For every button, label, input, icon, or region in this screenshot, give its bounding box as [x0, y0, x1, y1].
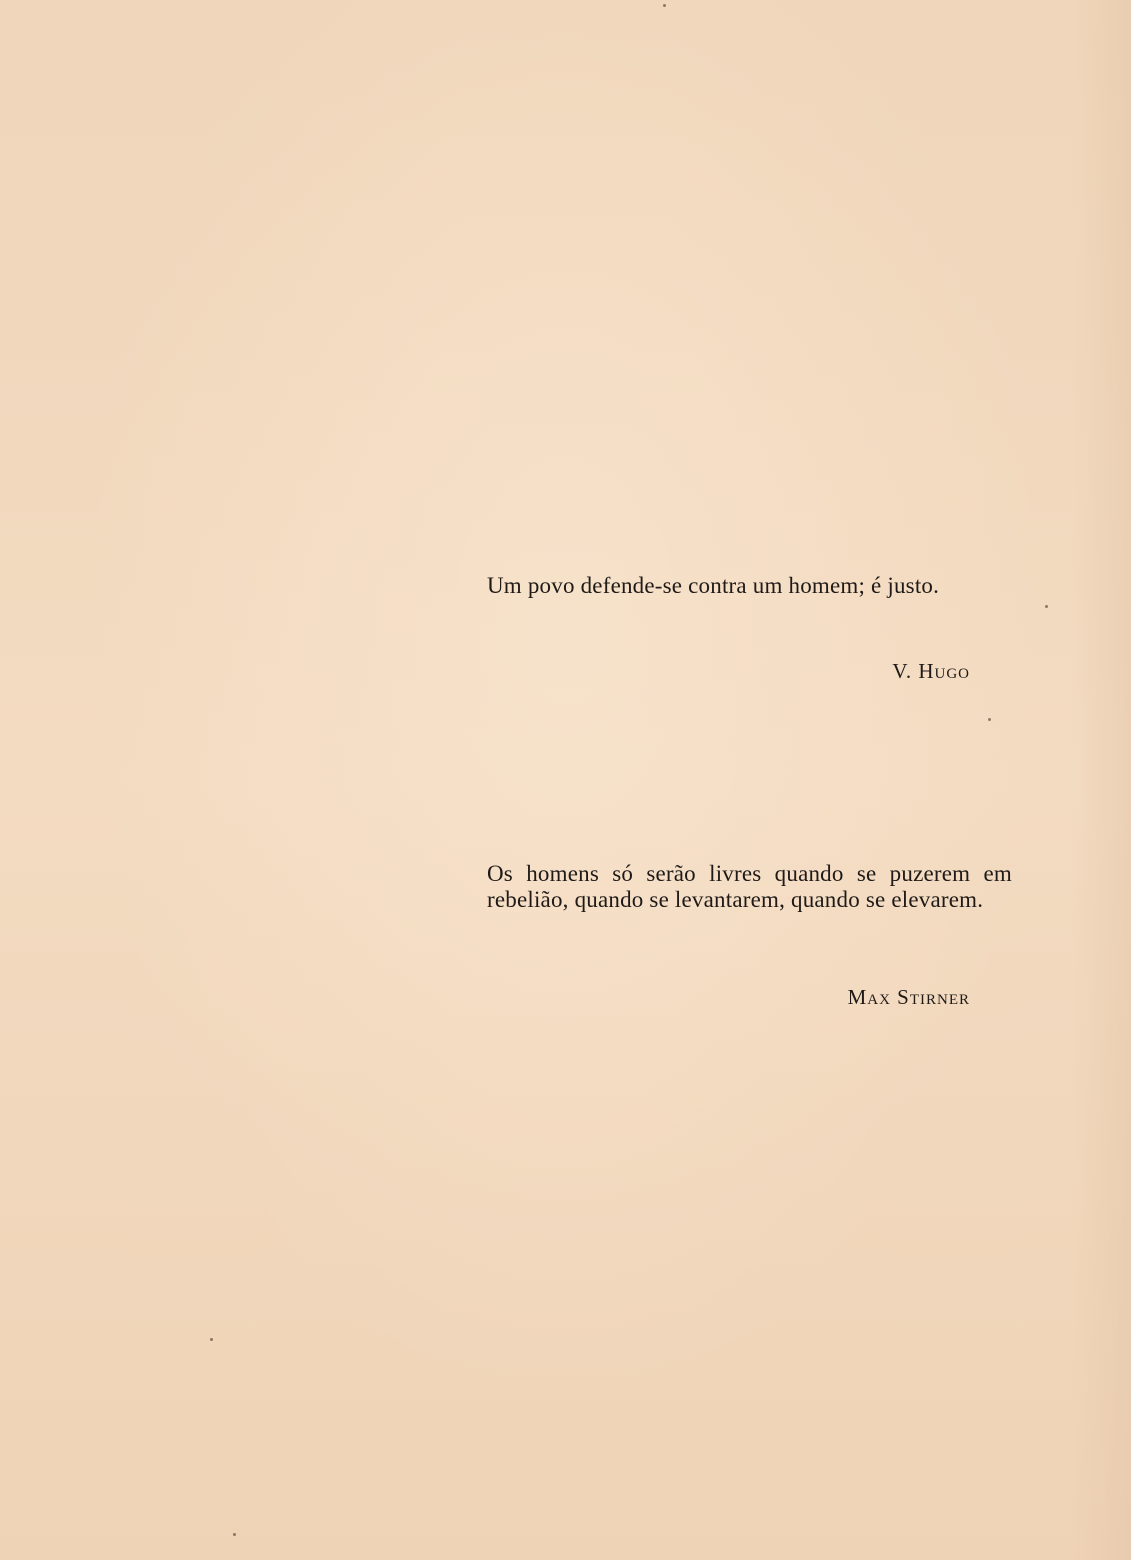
quote-text: Um povo defende-se contra um homem; é justo.: [487, 573, 940, 598]
paper-speck: [988, 718, 991, 721]
paper-speck: [663, 4, 666, 7]
attribution-hugo: V. Hugo: [892, 659, 970, 683]
page-edge-shade: [1071, 0, 1131, 1560]
quote-stirner: [487, 861, 1012, 913]
quote-text: Os homens só serão livres quando se puzerem em rebelião, quando se levantarem, quando se elevarem.: [487, 861, 1012, 912]
paper-speck: [233, 1533, 236, 1536]
paper-speck: [210, 1338, 213, 1341]
paper-speck: [1045, 605, 1048, 608]
attribution-stirner: Max Stirner: [847, 985, 970, 1009]
quote-hugo: [487, 573, 1012, 599]
